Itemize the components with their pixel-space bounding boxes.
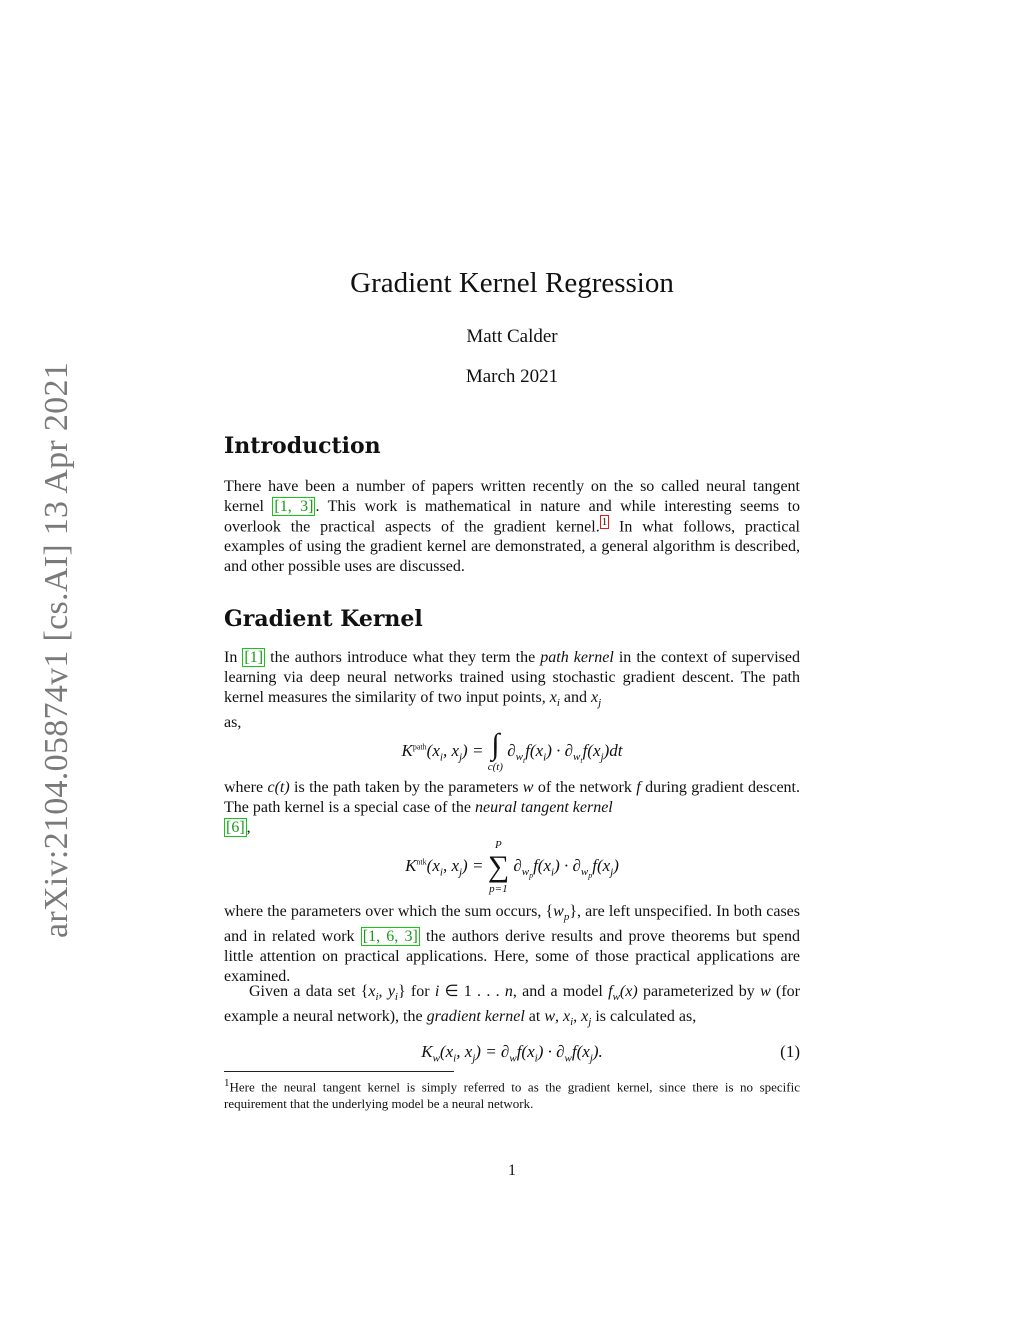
gk-paragraph-3: where the parameters over which the sum occurs, $\{w_p\}$, are left unspecified. In both cases and in related work [1, 6, 3] the authors derive results and prove theorems but spend little attention on practical applications. Here, some of those practical applications are examined. xyxy=(224,903,801,986)
footnote: $^1$Here the neural tangent kernel is simply referred to as the gradient kernel, since there is no specific requirement that the underlying model be a neural network. xyxy=(224,1077,800,1112)
gk-paragraph-4: Given a data set {$x_i$, $y_i$} for i ∈ 1 . . . n, and a model $f_w(x)$ parameterized by w (for example a neural network), the gradient kernel at w, $x_i$, $x_j$ is calculated as, xyxy=(224,983,800,1029)
citation-link[interactable]: [6] xyxy=(226,819,245,836)
equation-gradient-kernel: $K_w(x_i$, $x_j) = \partial_wf(x_i) \cdot \partial_wf(x_j)$. (1) xyxy=(421,1042,800,1065)
arxiv-identifier-stamp: arXiv:2104.05874v1 [cs.AI] 13 Apr 2021 xyxy=(38,361,75,939)
citation-link[interactable]: [1, 3] xyxy=(274,498,314,515)
paper-author: Matt Calder xyxy=(466,326,558,347)
paper-date: March 2021 xyxy=(465,366,559,387)
intro-paragraph: There have been a number of papers written recently on the so called neural tangent kernel [1, 3] . This work is mathematical in nature and while interesting seems to overlook the practical aspects of the gradient kernel. $^1$ In what follows, practical examples of using the gradient kernel are demonstrated, a general algorithm is described, and other possible uses are discussed. xyxy=(224,478,801,576)
paper-title: Gradient Kernel Regression xyxy=(350,267,674,299)
page-number: 1 xyxy=(508,1162,516,1179)
equation-number: (1) xyxy=(780,1042,800,1061)
gk-paragraph-2: where c(t) is the path taken by the parameters w of the network f during gradient descent. The path kernel is a special case of the neural tangent kernel [6] , xyxy=(224,779,801,836)
footnote-marker[interactable]: 1 xyxy=(601,516,608,528)
citation-link[interactable]: [1, 6, 3] xyxy=(362,928,418,946)
section-heading-introduction: Introduction xyxy=(224,433,381,459)
citation-link[interactable]: [1] xyxy=(244,649,264,666)
equation-path-kernel: $K^{path}(x_i$, $x_j$) = ∫ c(t) $\partial_{w_t}f(x_i) \cdot \partial_{w_t}f(x_j)dt$ xyxy=(401,728,623,773)
footnote-rule xyxy=(224,1071,454,1072)
gk-paragraph-1: In [1] the authors introduce what they term the path kernel in the context of supervised learning via deep neural networks trained using stochastic gradient descent. The path kernel measures the similarity of two input points, $x_i$ and $x_j$ as, xyxy=(224,649,800,732)
equation-neural-tangent-kernel: $K^{ntk}(x_i$, $x_j$) = P ∑ p=1 $\partial_{w_p}f(x_i) \cdot \partial_{w_p}f(x_j)$ xyxy=(405,839,619,895)
section-heading-gradient-kernel: Gradient Kernel xyxy=(224,606,423,632)
